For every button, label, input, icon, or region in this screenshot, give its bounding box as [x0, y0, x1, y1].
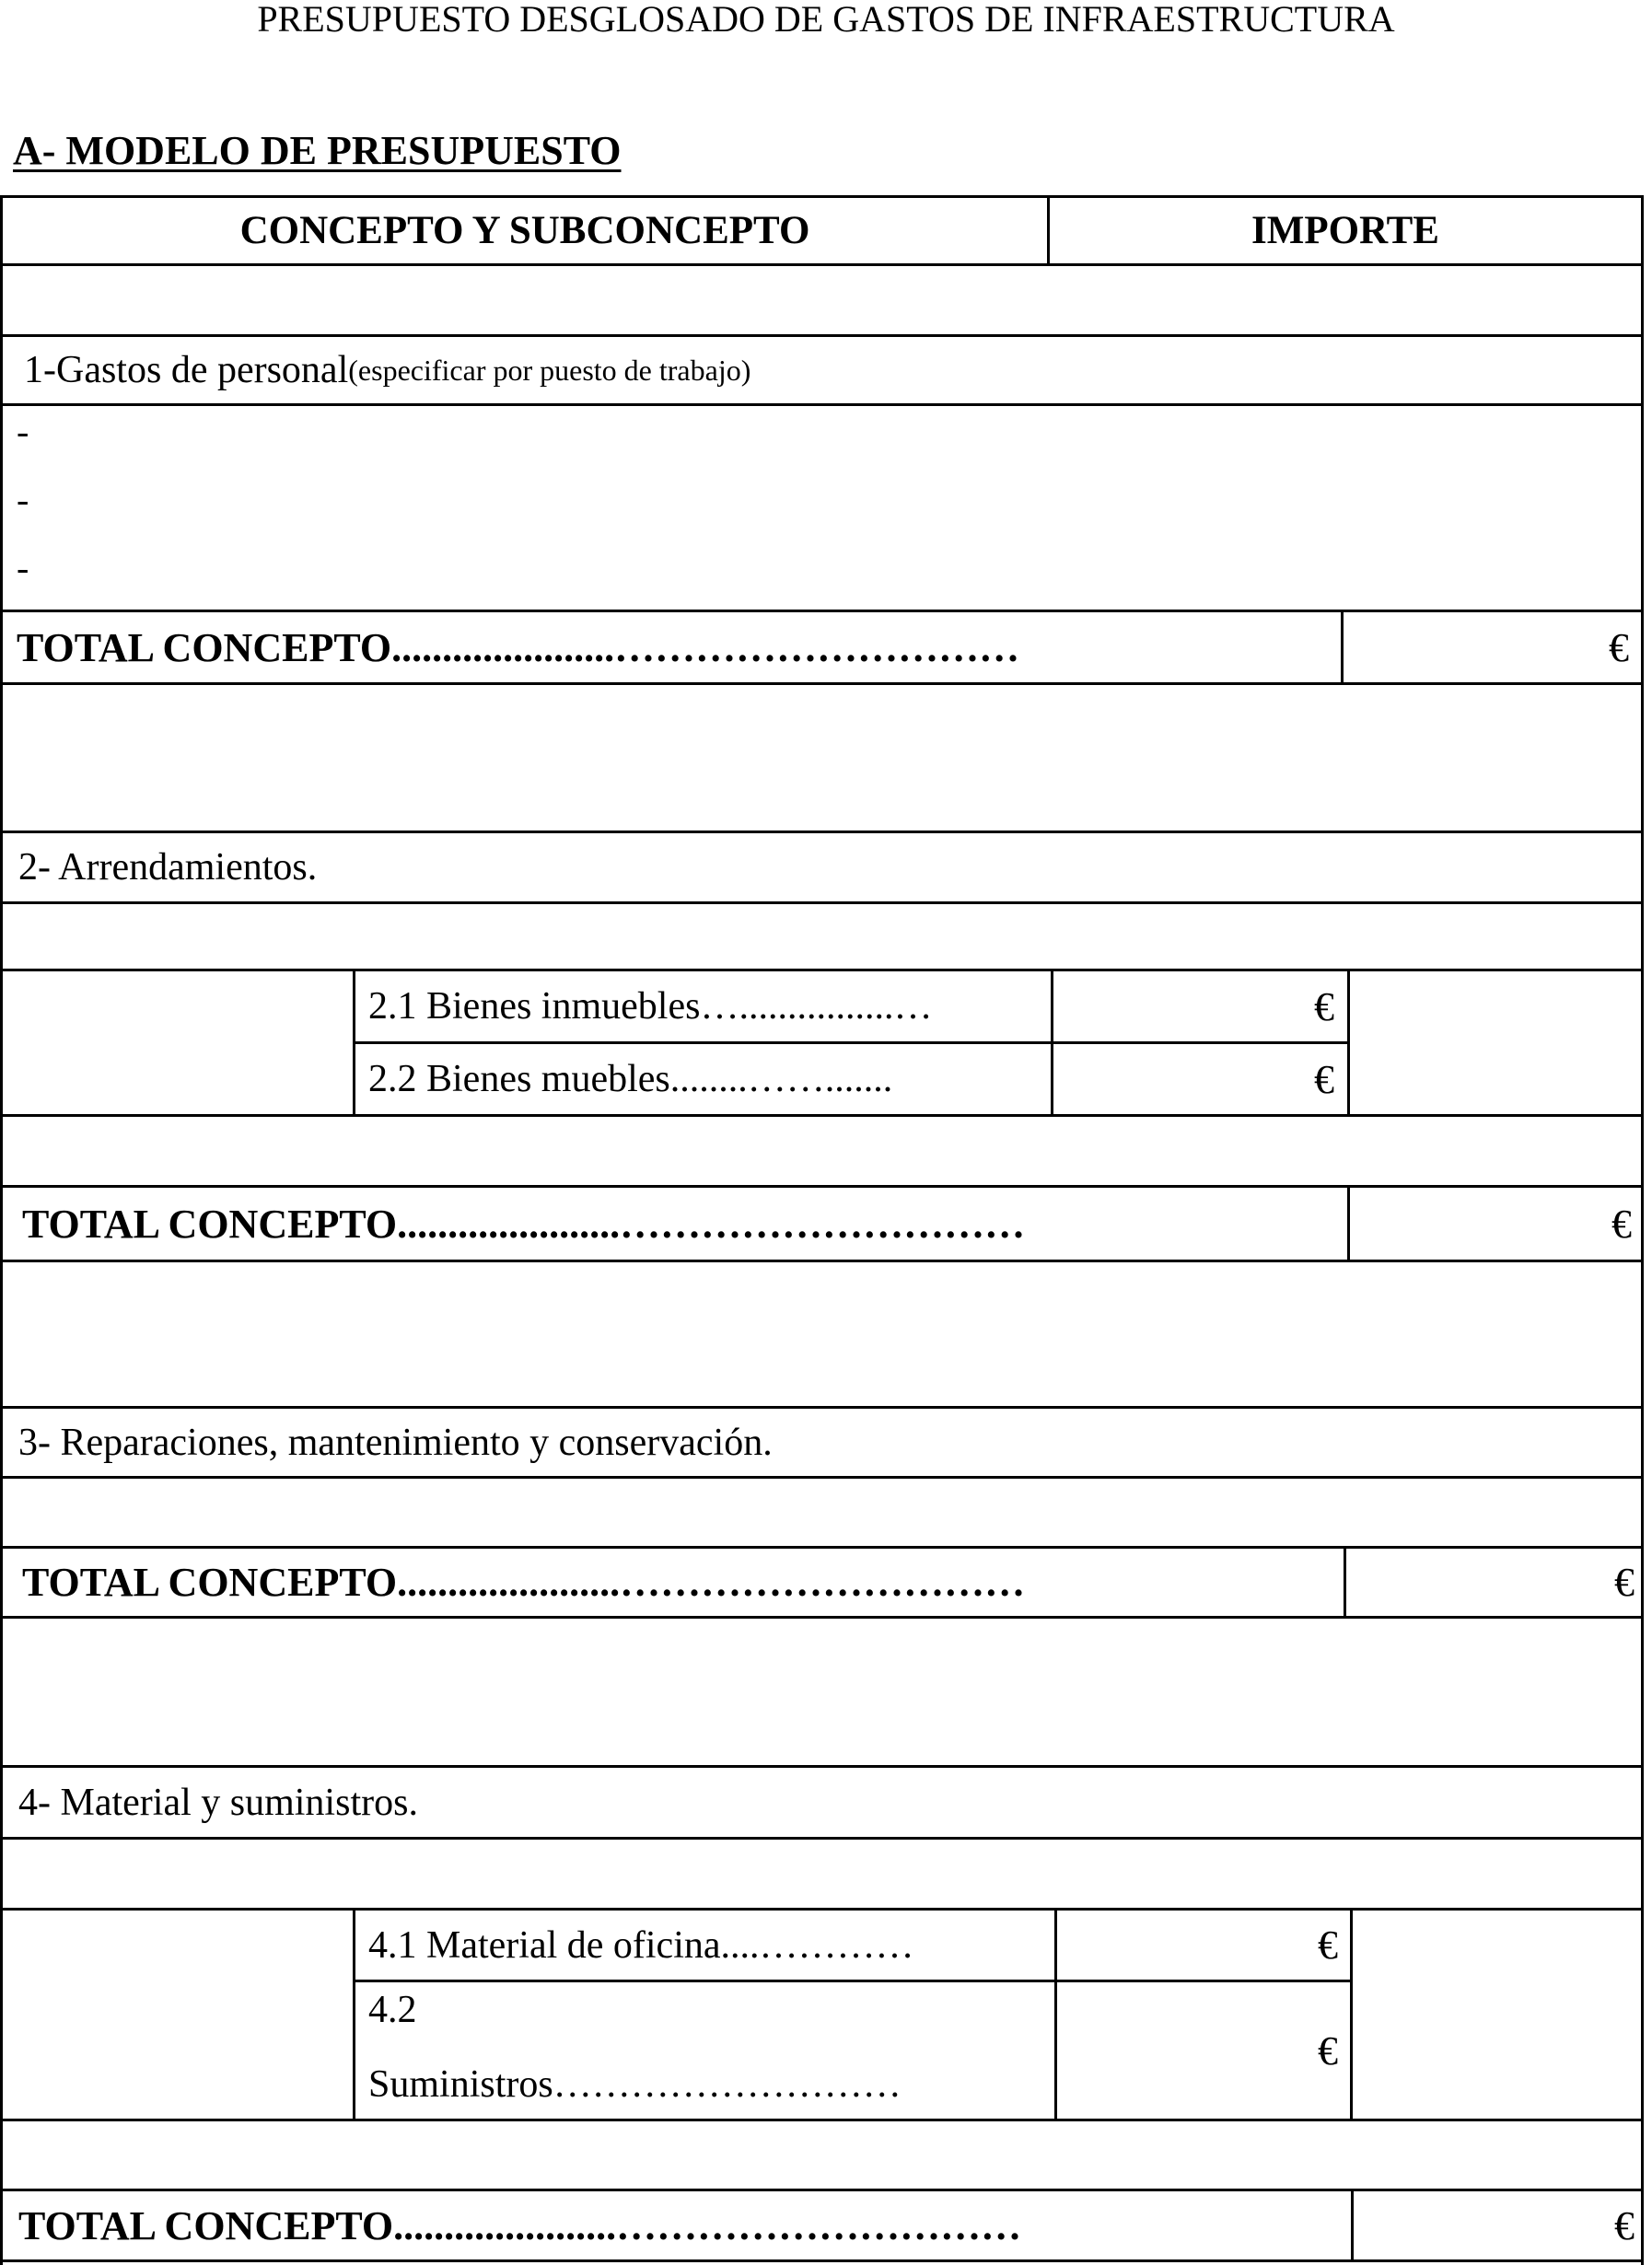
concept-2-1-euro: €	[1314, 983, 1334, 1029]
concept-2-total-label: TOTAL CONCEPTO......................…………………………	[22, 1201, 1026, 1247]
section-heading: A- MODELO DE PRESUPUESTO	[13, 128, 622, 173]
concept-3-total-label: TOTAL CONCEPTO......................…………………………	[22, 1560, 1026, 1605]
concept-4-label: 4- Material y suministros.	[18, 1781, 418, 1824]
concept-4-total-euro: €	[1614, 2202, 1635, 2248]
concept-4-1-euro: €	[1318, 1922, 1338, 1968]
column-header-concept: CONCEPTO Y SUBCONCEPTO	[239, 209, 810, 252]
concept-4-1-label: 4.1 Material de oficina....…………	[368, 1923, 914, 1967]
concept-4-2-euro: €	[1318, 2027, 1338, 2073]
concept-2-2-euro: €	[1314, 1056, 1334, 1102]
concept-1-label	[24, 337, 750, 403]
column-header-amount: IMPORTE	[1251, 209, 1439, 252]
table-left-border	[0, 195, 3, 2265]
concept-1-dash: -	[17, 547, 29, 588]
concept-3-total-euro: €	[1614, 1560, 1635, 1605]
concept-1-dash: -	[17, 411, 29, 452]
concept-2-1-label: 2.1 Bienes inmuebles…................…	[368, 985, 933, 1028]
concept-1-title: 1-Gastos de personal	[24, 349, 349, 391]
concept-2-total-euro: €	[1611, 1201, 1632, 1247]
table-right-border	[1641, 195, 1644, 2265]
concept-4-total-label: TOTAL CONCEPTO......................…………………………	[18, 2202, 1022, 2248]
concept-1-note: (especificar por puesto de trabajo)	[348, 353, 751, 387]
concept-1-total-euro: €	[1609, 624, 1629, 670]
concept-2-2-label: 2.2 Bienes muebles........…….......	[368, 1058, 893, 1100]
concept-3-label: 3- Reparaciones, mantenimiento y conservación.	[18, 1421, 773, 1464]
concept-2-label: 2- Arrendamientos.	[18, 846, 318, 889]
page-title: PRESUPUESTO DESGLOSADO DE GASTOS DE INFRAESTRUCTURA	[257, 0, 1395, 40]
concept-4-2-number: 4.2	[368, 1989, 417, 2031]
concept-4-2-label: Suministros………………………	[368, 2063, 902, 2106]
concept-1-dash: -	[17, 479, 29, 520]
concept-1-total-label: TOTAL CONCEPTO......................…………………………	[17, 624, 1020, 670]
